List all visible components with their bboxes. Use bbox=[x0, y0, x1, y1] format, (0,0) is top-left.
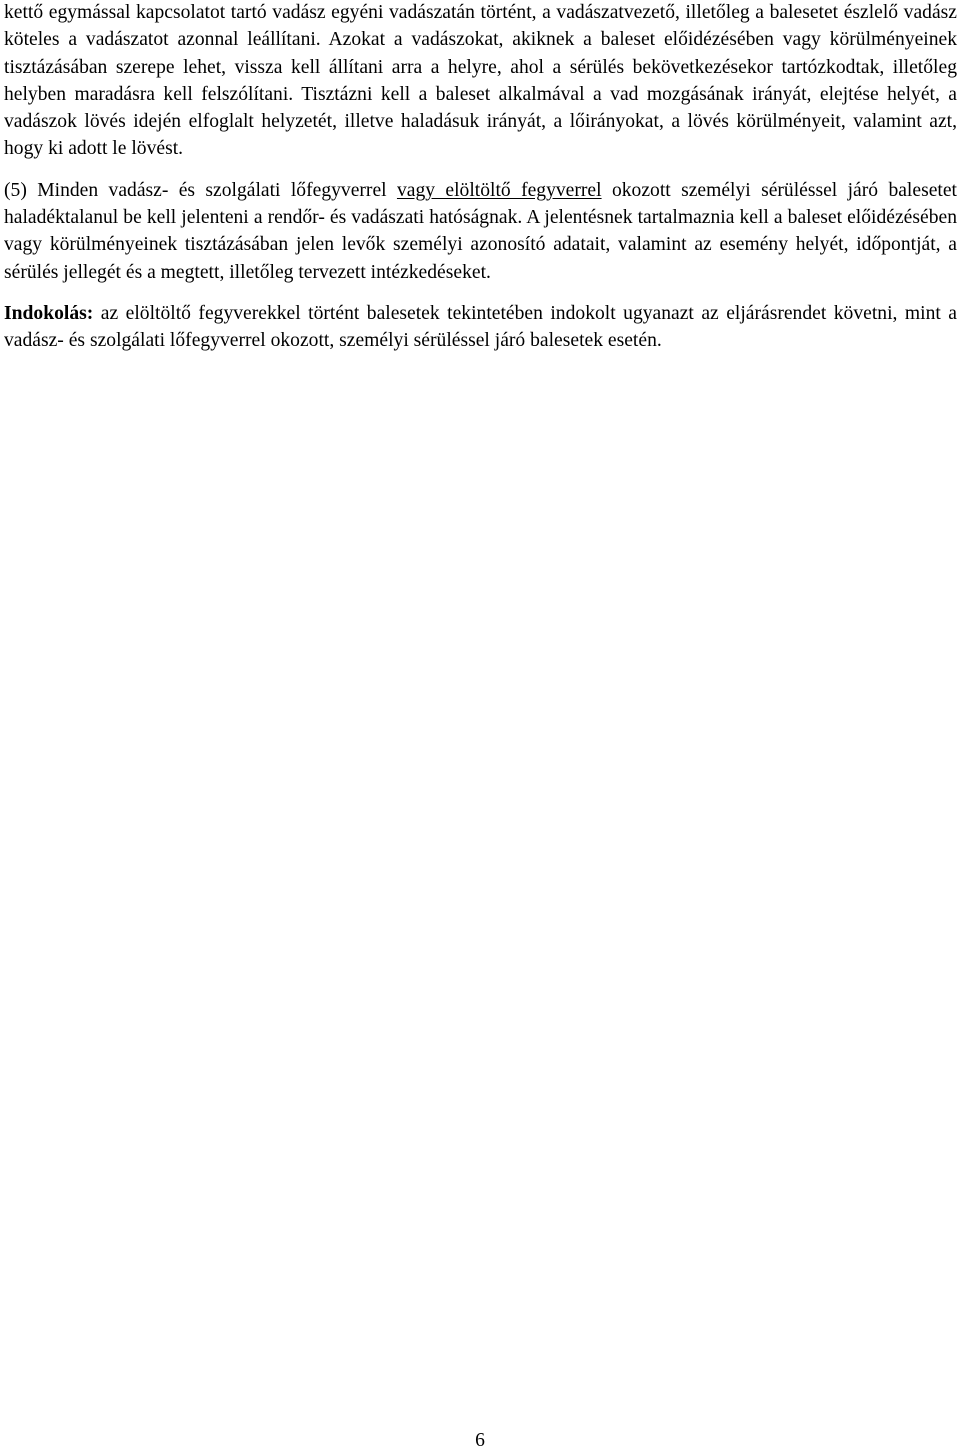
justification-text: az elöltöltő fegyverekkel történt balesetek tekintetében indokolt ugyanazt az eljárásrendet követni, mint a vadász- és szolgálati lőfegyverrel okozott, személyi sérüléssel járó balesetek esetén. bbox=[4, 302, 957, 352]
paragraph-2-text-start: (5) Minden vadász- és szolgálati lőfegyverrel bbox=[4, 179, 397, 201]
paragraph-justification bbox=[4, 300, 957, 355]
paragraph-2-text-end: okozott személyi sérüléssel járó balesetet haladéktalanul be kell jelenteni a rendőr- és vadászati hatóságnak. A jelentésnek tartalmaznia kell a baleset előidézésében vagy körülményeinek tisztázásában jelen levők személyi azonosító adatait, valamint az esemény helyét, időpontját, a sérülés jellegét és a megtett, illetőleg tervezett intézkedéseket. bbox=[4, 179, 957, 283]
justification-label: Indokolás: bbox=[4, 302, 94, 324]
page-number: 6 bbox=[475, 1430, 485, 1451]
paragraph-hunting-accident-procedure bbox=[4, 0, 957, 163]
document-page bbox=[4, 0, 957, 355]
paragraph-1-text: kettő egymással kapcsolatot tartó vadász egyéni vadászatán történt, a vadászatvezető, illetőleg a balesetet észlelő vadász köteles a vadászatot azonnal leállítani. Azokat a vadászokat, akiknek a baleset előidézésében vagy körülményeinek tisztázásában szerepe lehet, vissza kell állítani arra a helyre, ahol a sérülés bekövetkezésekor tartózkodtak, illetőleg helyben maradásra kell felszólítani. Tisztázni kell a baleset alkalmával a vad mozgásának irányát, elejtése helyét, a vadászok lövés idején elfoglalt helyzetét, illetve haladásuk irányát, a lőirányokat, a lövés körülményeit, valamint azt, hogy ki adott le lövést. bbox=[4, 2, 957, 160]
paragraph-section-5 bbox=[4, 177, 957, 286]
amendment-underlined-text: vagy elöltöltő fegyverrel bbox=[396, 179, 602, 201]
